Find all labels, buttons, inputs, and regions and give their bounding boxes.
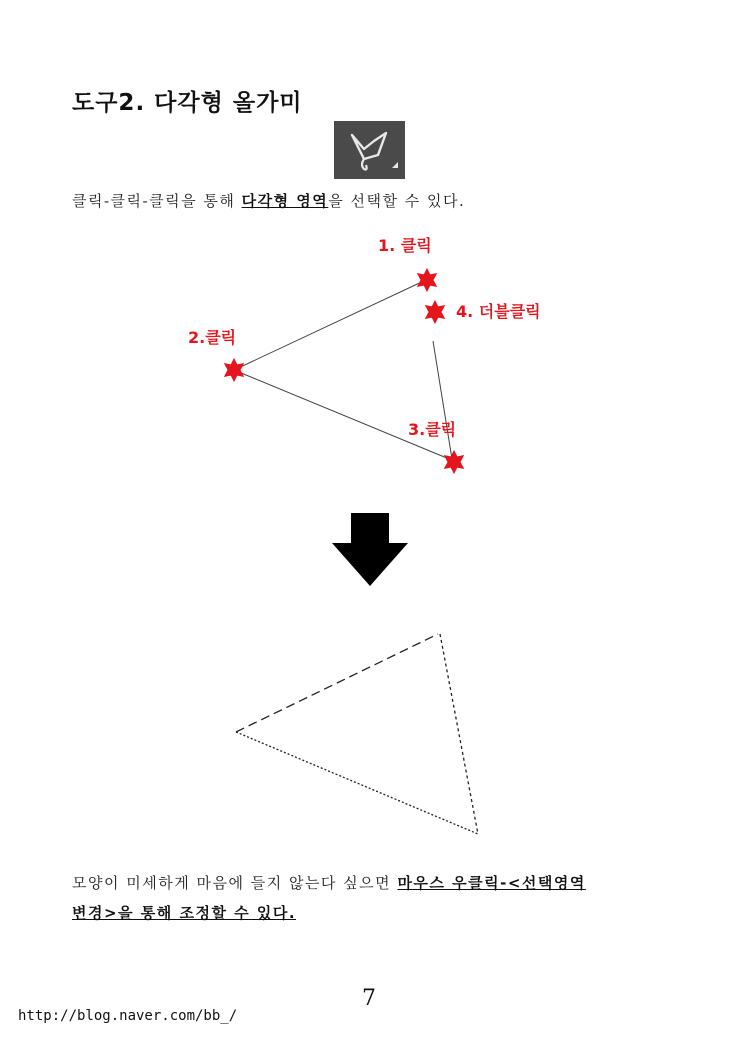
- selection-edge-right: [440, 634, 478, 834]
- selection-result-diagram: [0, 620, 740, 850]
- outro-emphasis-1: 마우스 우클릭-<선택영역: [397, 874, 586, 892]
- outro-prefix: 모양이 미세하게 마음에 들지 않는다 싶으면: [72, 874, 398, 892]
- edge-3-4: [433, 341, 452, 459]
- step-label-1: 1. 클릭: [378, 236, 432, 255]
- edge-1-2: [234, 279, 428, 370]
- selection-edge-top: [236, 634, 438, 732]
- edge-2-3: [234, 370, 457, 461]
- step-label-3: 3.클릭: [408, 420, 457, 439]
- outro-paragraph: [72, 868, 586, 928]
- click-marker-3: [444, 450, 464, 474]
- click-marker-1: [417, 268, 437, 292]
- step-label-4: 4. 더블클릭: [456, 302, 541, 321]
- click-marker-2: [224, 358, 244, 382]
- intro-paragraph: [72, 190, 465, 211]
- intro-emphasis: 다각형 영역: [241, 192, 329, 210]
- intro-prefix: 클릭-클릭-클릭을 통해: [72, 192, 242, 210]
- intro-suffix: 을 선택할 수 있다.: [328, 192, 466, 210]
- blog-url[interactable]: http://blog.naver.com/bb_/: [18, 1008, 238, 1024]
- page-title: 도구2. 다각형 올가미: [72, 90, 303, 116]
- page-number: 7: [362, 986, 376, 1011]
- click-marker-4: [425, 300, 445, 324]
- polygon-click-diagram: [0, 225, 740, 485]
- step-label-2: 2.클릭: [188, 328, 237, 347]
- down-arrow-icon: [331, 513, 409, 587]
- selection-edge-bottom: [236, 732, 478, 834]
- polygonal-lasso-tool-icon: [334, 121, 405, 179]
- outro-emphasis-2: 변경>을 통해 조정할 수 있다.: [72, 904, 297, 922]
